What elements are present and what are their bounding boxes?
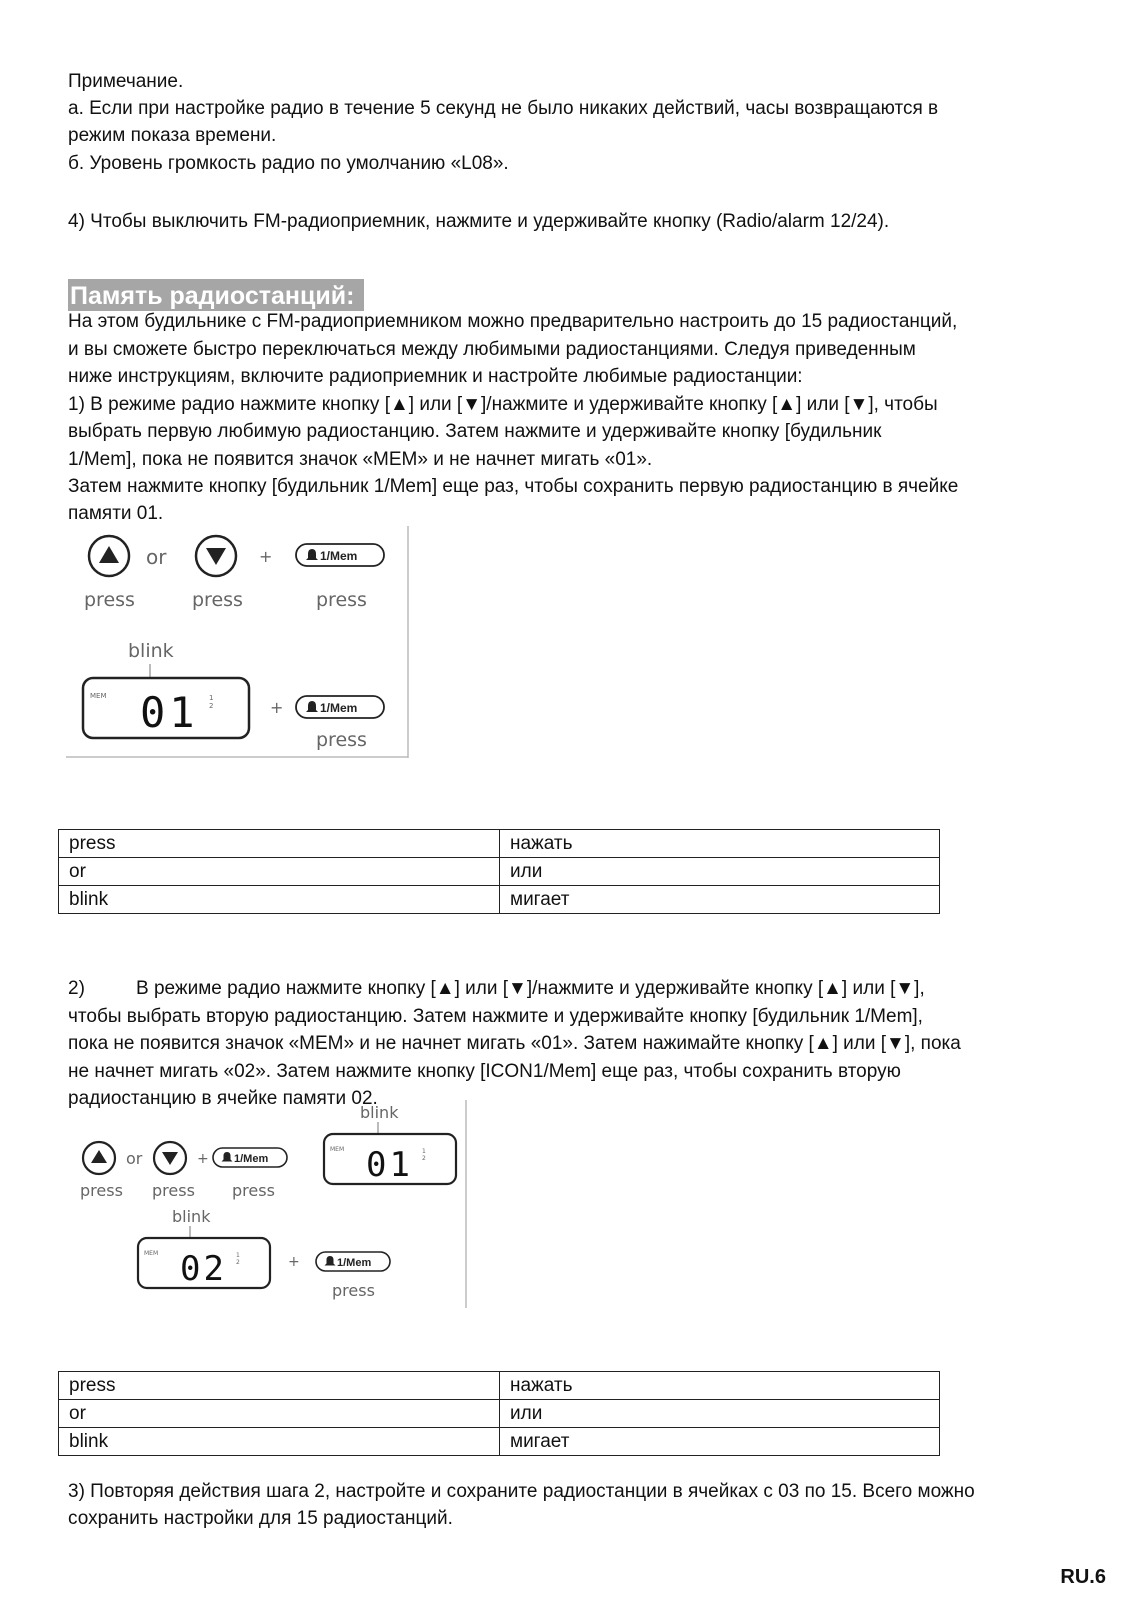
plus-label: + (288, 1254, 300, 1270)
press-label: press (84, 589, 135, 611)
table-cell: press (59, 1372, 500, 1400)
mem-tag: MEM (330, 1146, 345, 1153)
step2-number: 2) (68, 978, 85, 999)
lcd-display (83, 678, 249, 738)
glossary-table (58, 829, 940, 914)
figure-step1 (66, 526, 412, 760)
lcd-display (138, 1238, 270, 1289)
intro-line: На этом будильнике с FM-радиоприемником можно предварительно настроить до 15 радиостанций, (68, 311, 958, 332)
press-label: press (80, 1181, 123, 1200)
table-row (59, 1372, 940, 1400)
blink-label: blink (172, 1207, 211, 1226)
display-digits: 01 (140, 688, 199, 737)
table-cell: мигает (500, 1428, 940, 1456)
alarm-tag: 1 (236, 1252, 240, 1259)
mem-button-label: 1/Mem (320, 701, 358, 715)
table-cell: мигает (500, 886, 940, 914)
table-row (59, 886, 940, 914)
table-cell: нажать (500, 830, 940, 858)
alarm-tag: 1 (209, 694, 214, 702)
step3-line: сохранить настройки для 15 радиостанций. (68, 1508, 453, 1529)
note-line-b: б. Уровень громкость радио по умолчанию «L08». (68, 153, 509, 174)
table-cell: нажать (500, 1372, 940, 1400)
table-row (59, 858, 940, 886)
or-label: or (126, 1149, 143, 1168)
press-label: press (152, 1181, 195, 1200)
plus-label: + (197, 1151, 209, 1167)
table-cell: or (59, 1400, 500, 1428)
mem-button-icon (296, 544, 384, 566)
table-cell: press (59, 830, 500, 858)
step1-line: 1/Mem], пока не появится значок «MEM» и не начнет мигать «01». (68, 449, 653, 470)
step2-line: не начнет мигать «02». Затем нажмите кнопку [ICON1/Mem] еще раз, чтобы сохранить вторую (68, 1061, 901, 1082)
mem-button-icon (296, 696, 384, 718)
down-button-icon (196, 536, 236, 576)
note-line-a2: режим показа времени. (68, 125, 277, 146)
step1-line: памяти 01. (68, 503, 164, 524)
section-heading: Память радиостанций: (68, 279, 364, 311)
page-number: RU.6 (1060, 1566, 1106, 1588)
intro-line: и вы сможете быстро переключаться между любимыми радиостанциями. Следуя приведенным (68, 339, 916, 360)
step2-line: чтобы выбрать вторую радиостанцию. Затем нажмите и удерживайте кнопку [будильник 1/Mem], (68, 1006, 923, 1027)
lcd-display (324, 1134, 456, 1185)
step1-line: 1) В режиме радио нажмите кнопку [▲] или [▼]/нажмите и удерживайте кнопку [▲] или [▼], чтобы (68, 394, 938, 415)
mem-button-label: 1/Mem (337, 1257, 372, 1269)
table-row (59, 1428, 940, 1456)
alarm-tag: 2 (422, 1155, 426, 1162)
mem-button-icon (213, 1148, 287, 1167)
table-row (59, 1400, 940, 1428)
press-label: press (332, 1281, 375, 1300)
up-button-icon (83, 1142, 115, 1174)
table-cell: или (500, 858, 940, 886)
press-label: press (316, 589, 367, 611)
table-cell: blink (59, 886, 500, 914)
step1-line: выбрать первую любимую радиостанцию. Затем нажмите и удерживайте кнопку [будильник (68, 421, 882, 442)
step2-line: В режиме радио нажмите кнопку [▲] или [▼]/нажмите и удерживайте кнопку [▲] или [▼], (136, 978, 925, 999)
plus-label: + (259, 547, 273, 566)
mem-tag: MEM (144, 1250, 159, 1257)
press-label: press (316, 729, 367, 751)
table-cell: или (500, 1400, 940, 1428)
note-line-a1: а. Если при настройке радио в течение 5 секунд не было никаких действий, часы возвращаются в (68, 98, 939, 119)
or-label: or (146, 545, 167, 569)
press-label: press (192, 589, 243, 611)
table-cell: blink (59, 1428, 500, 1456)
intro-line: ниже инструкциям, включите радиоприемник и настройте любимые радиостанции: (68, 366, 803, 387)
alarm-tag: 1 (422, 1148, 426, 1155)
mem-button-label: 1/Mem (234, 1153, 269, 1165)
note-title: Примечание. (68, 71, 184, 92)
step2-line: радиостанцию в ячейке памяти 02. (68, 1088, 378, 1109)
mem-tag: MEM (90, 692, 107, 700)
figure-step2 (76, 1100, 472, 1310)
table-row (59, 830, 940, 858)
step4-text: 4) Чтобы выключить FM-радиоприемник, нажмите и удерживайте кнопку (Radio/alarm 12/24). (68, 211, 890, 232)
step3-line: 3) Повторяя действия шага 2, настройте и сохраните радиостанции в ячейках с 03 по 15. Всего можно (68, 1481, 975, 1502)
mem-button-label: 1/Mem (320, 549, 358, 563)
display-digits: 01 (366, 1145, 413, 1185)
mem-button-icon (316, 1252, 390, 1271)
display-digits: 02 (180, 1249, 227, 1289)
step1-line: Затем нажмите кнопку [будильник 1/Mem] еще раз, чтобы сохранить первую радиостанцию в ячейке (68, 476, 959, 497)
alarm-tag: 2 (209, 702, 214, 710)
alarm-tag: 2 (236, 1259, 240, 1266)
step2-line: пока не появится значок «MEM» и не начнет мигать «01». Затем нажимайте кнопку [▲] или [▼], пока (68, 1033, 961, 1054)
blink-label: blink (128, 640, 174, 662)
down-button-icon (154, 1142, 186, 1174)
up-button-icon (89, 536, 129, 576)
glossary-table (58, 1371, 940, 1456)
plus-label: + (270, 698, 284, 717)
table-cell: or (59, 858, 500, 886)
press-label: press (232, 1181, 275, 1200)
blink-label: blink (360, 1103, 399, 1122)
